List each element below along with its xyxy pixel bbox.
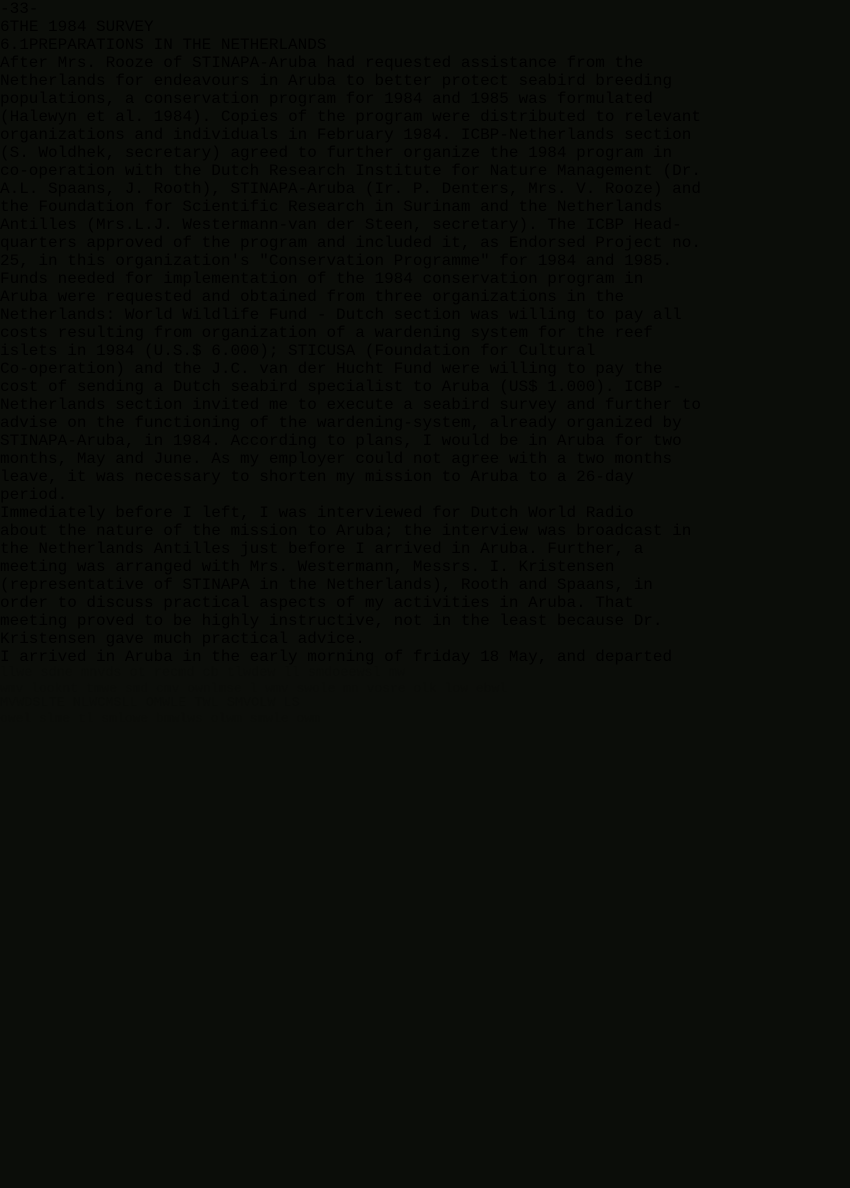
body-line: (Halewyn et al. 1984). Copies of the program were distributed to relevant	[0, 108, 701, 126]
subsection-title: PREPARATIONS IN THE NETHERLANDS	[28, 36, 327, 54]
page-number: -33-	[0, 0, 39, 18]
bleedthrough-mark	[0, 770, 9, 774]
body-line: (S. Woldhek, secretary) agreed to further organize the 1984 program in	[0, 144, 673, 162]
body-line: After Mrs. Rooze of STINAPA-Aruba had requested assistance from the	[0, 54, 644, 72]
body-line: 25, in this organization's "Conservation Programme" for 1984 and 1985.	[0, 252, 673, 270]
body-line: Funds needed for implementation of the 1984 conservation program in	[0, 270, 644, 288]
body-line: STINAPA-Aruba, in 1984. According to plans, I would be in Aruba for two	[0, 432, 682, 450]
body-line: co-operation with the Dutch Research Institute for Nature Management (Dr.	[0, 162, 701, 180]
body-line: about the nature of the mission to Aruba; the interview was broadcast in	[0, 522, 692, 540]
body-line: period.	[0, 486, 68, 504]
body-line: months, May and June. As my employer could not agree with a two months	[0, 450, 673, 468]
body-line: the Netherlands Antilles just before I arrived in Aruba. Further, a	[0, 540, 644, 558]
body-line: A.L. Spaans, J. Rooth), STINAPA-Aruba (Ir. P. Denters, Mrs. V. Rooze) and	[0, 180, 701, 198]
body-line: Antilles (Mrs.L.J. Westermann-van der Steen, secretary). The ICBP Head-	[0, 216, 682, 234]
body-line: the Foundation for Scientific Research in Surinam and the Netherlands	[0, 198, 663, 216]
body-line: cost of sending a Dutch seabird specialist to Aruba (US$ 1.000). ICBP -	[0, 378, 682, 396]
bleedthrough-layer	[0, 666, 850, 774]
section-title: THE 1984 SURVEY	[9, 18, 154, 36]
body-line: leave, it was necessary to shorten my mission to Aruba to a 26-day	[0, 468, 634, 486]
body-line: (representative of STINAPA in the Netherlands), Rooth and Spaans, in	[0, 576, 653, 594]
body-line: quarters approved of the program and included it, as Endorsed Project no.	[0, 234, 701, 252]
section-number: 6	[0, 18, 10, 36]
body-line: organizations and individuals in February 1984. ICBP-Netherlands section	[0, 126, 692, 144]
book-spine-edge	[0, 0, 11, 1188]
section-heading	[0, 18, 850, 36]
body-line: I arrived in Aruba in the early morning of friday 18 May, and departed	[0, 648, 673, 666]
body-text	[0, 54, 850, 666]
body-line: populations, a conservation program for 1984 and 1985 was formulated	[0, 90, 653, 108]
body-line: meeting proved to be highly instructive, not in the least because Dr.	[0, 612, 663, 630]
bleedthrough-artifact: owel slme tl smlowe bmwlws olwm smwle owm	[0, 711, 320, 726]
body-line: meeting was arranged with Mrs. Westermann, Messrs. I. Kristensen	[0, 558, 615, 576]
body-line: costs resulting from organization of a wardening system for the reef	[0, 324, 653, 342]
body-line: advise on the functioning of the wardening-system, already organized by	[0, 414, 682, 432]
body-line: islets in 1984 (U.S.$ 6.000); STICUSA (Foundation for Cultural	[0, 342, 596, 360]
body-line: Aruba were requested and obtained from three organizations in the	[0, 288, 625, 306]
bleedthrough-artifact: llwe sdne mnvds ot recmd cb tlwdew ll smdoeewsl mw	[0, 666, 406, 681]
bleedthrough-artifact: wmv looknt tmwe smd cmv ownlmse l wmv swole mn vosre olk low ebwl	[0, 681, 508, 696]
body-line: order to discuss practical aspects of my activities in Aruba. That	[0, 594, 634, 612]
bleedthrough-artifact: MVWDSLTE NLWCMSLL OMWLE TWL SMVOLW LS	[0, 696, 300, 711]
body-line: Netherlands for endeavours in Aruba to better protect seabird breeding	[0, 72, 673, 90]
body-line: Kristensen gave much practical advice.	[0, 630, 365, 648]
body-line: Immediately before I left, I was interviewed for Dutch World Radio	[0, 504, 634, 522]
subsection-heading	[0, 36, 850, 54]
subsection-number: 6.1	[0, 36, 29, 54]
body-line: Netherlands: World Wildlife Fund - Dutch section was willing to pay all	[0, 306, 682, 324]
body-line: Co-operation) and the J.C. van der Hucht Fund were willing to pay the	[0, 360, 663, 378]
body-line: Netherlands section invited me to execute a seabird survey and further to	[0, 396, 701, 414]
